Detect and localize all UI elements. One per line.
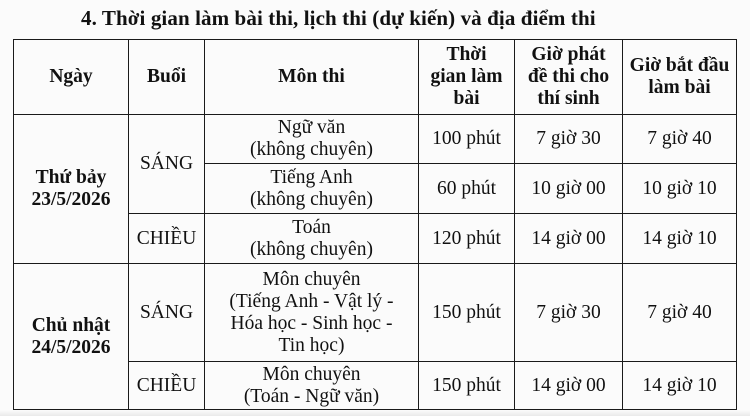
duration-cell: 150 phút bbox=[419, 264, 515, 362]
page-edge bbox=[0, 410, 750, 416]
start-cell: 7 giờ 40 bbox=[623, 115, 737, 164]
distribution-cell: 14 giờ 00 bbox=[515, 214, 623, 264]
session-cell: SÁNG bbox=[129, 115, 205, 214]
exam-schedule-table bbox=[13, 39, 737, 410]
subject-cell: Ngữ văn (không chuyên) bbox=[205, 115, 419, 164]
distribution-cell: 14 giờ 00 bbox=[515, 362, 623, 410]
start-cell: 7 giờ 40 bbox=[623, 264, 737, 362]
start-cell: 14 giờ 10 bbox=[623, 214, 737, 264]
distribution-cell: 10 giờ 00 bbox=[515, 164, 623, 214]
duration-cell: 150 phút bbox=[419, 362, 515, 410]
header-distribution-time: Giờ phát đề thi cho thí sinh bbox=[515, 40, 623, 115]
subject-cell: Môn chuyên (Toán - Ngữ văn) bbox=[205, 362, 419, 410]
day-cell: Chủ nhật 24/5/2026 bbox=[14, 264, 129, 410]
header-session: Buổi bbox=[129, 40, 205, 115]
table-row bbox=[14, 115, 737, 164]
session-cell: CHIỀU bbox=[129, 214, 205, 264]
header-start-time: Giờ bắt đầu làm bài bbox=[623, 40, 737, 115]
header-subject: Môn thi bbox=[205, 40, 419, 115]
distribution-cell: 7 giờ 30 bbox=[515, 264, 623, 362]
subject-cell: Toán (không chuyên) bbox=[205, 214, 419, 264]
subject-cell: Tiếng Anh (không chuyên) bbox=[205, 164, 419, 214]
header-duration: Thời gian làm bài bbox=[419, 40, 515, 115]
distribution-cell: 7 giờ 30 bbox=[515, 115, 623, 164]
start-cell: 10 giờ 10 bbox=[623, 164, 737, 214]
table-row bbox=[14, 264, 737, 362]
day-cell: Thứ bảy 23/5/2026 bbox=[14, 115, 129, 264]
section-heading: 4. Thời gian làm bài thi, lịch thi (dự kiến) và địa điểm thi bbox=[81, 6, 596, 30]
duration-cell: 120 phút bbox=[419, 214, 515, 264]
header-day: Ngày bbox=[14, 40, 129, 115]
duration-cell: 60 phút bbox=[419, 164, 515, 214]
start-cell: 14 giờ 10 bbox=[623, 362, 737, 410]
subject-cell: Môn chuyên (Tiếng Anh - Vật lý - Hóa học - Sinh học - Tin học) bbox=[205, 264, 419, 362]
session-cell: CHIỀU bbox=[129, 362, 205, 410]
session-cell: SÁNG bbox=[129, 264, 205, 362]
header-row bbox=[14, 40, 737, 115]
duration-cell: 100 phút bbox=[419, 115, 515, 164]
